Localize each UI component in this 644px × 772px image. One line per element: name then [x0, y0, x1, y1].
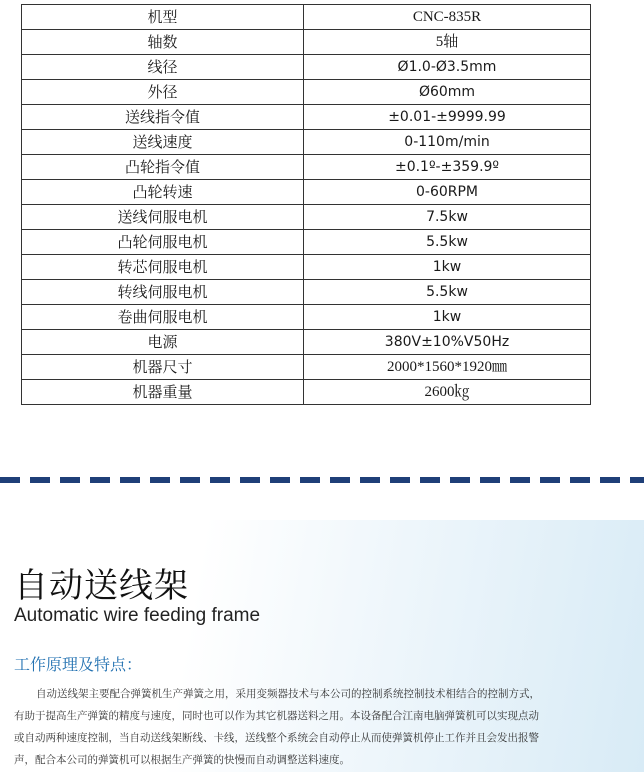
spec-value: 1kw [304, 255, 591, 280]
table-row [22, 5, 591, 30]
spec-value: ±0.1º-±359.9º [304, 155, 591, 180]
spec-label: 电源 [22, 330, 304, 355]
table-row [22, 30, 591, 55]
table-row [22, 330, 591, 355]
table-row [22, 305, 591, 330]
paragraph-line: 声，配合本公司的弹簧机可以根据生产弹簧的快慢而自动调整送料速度。 [14, 754, 350, 766]
table-row [22, 55, 591, 80]
table-row [22, 380, 591, 405]
dashed-divider [0, 477, 644, 483]
spec-label: 凸轮伺服电机 [22, 230, 304, 255]
spec-table [21, 4, 591, 405]
spec-label: 卷曲伺服电机 [22, 305, 304, 330]
spec-value: Ø60mm [304, 80, 591, 105]
paragraph-line: 有助于提高生产弹簧的精度与速度，同时也可以作为其它机器送料之用。本设备配合江南电脑弹簧机可以实现点动 [14, 710, 539, 722]
spec-value: 0-110m/min [304, 130, 591, 155]
spec-value: Ø1.0-Ø3.5mm [304, 55, 591, 80]
spec-value: ±0.01-±9999.99 [304, 105, 591, 130]
spec-value: 5轴 [304, 30, 591, 55]
table-row [22, 355, 591, 380]
table-row [22, 280, 591, 305]
table-row [22, 255, 591, 280]
table-row [22, 130, 591, 155]
paragraph-line: 自动送线架主要配合弹簧机生产弹簧之用，采用变频器技术与本公司的控制系统控制技术相结合的控制方式， [36, 688, 540, 700]
spec-value: 2000*1560*1920㎜ [304, 355, 591, 380]
spec-label: 凸轮指令值 [22, 155, 304, 180]
spec-label: 线径 [22, 55, 304, 80]
spec-label: 机器尺寸 [22, 355, 304, 380]
spec-label: 机器重量 [22, 380, 304, 405]
section-subtitle: Automatic wire feeding frame [14, 605, 261, 626]
spec-value: CNC-835R [304, 5, 591, 30]
spec-label: 转线伺服电机 [22, 280, 304, 305]
spec-value: 5.5kw [304, 230, 591, 255]
table-row [22, 205, 591, 230]
spec-label: 送线速度 [22, 130, 304, 155]
spec-label: 凸轮转速 [22, 180, 304, 205]
table-row [22, 230, 591, 255]
table-row [22, 105, 591, 130]
spec-value: 7.5kw [304, 205, 591, 230]
spec-label: 转芯伺服电机 [22, 255, 304, 280]
spec-label: 机型 [22, 5, 304, 30]
spec-label: 外径 [22, 80, 304, 105]
spec-value: 1kw [304, 305, 591, 330]
table-row [22, 180, 591, 205]
spec-value: 0-60RPM [304, 180, 591, 205]
principle-heading: 工作原理及特点： [14, 655, 143, 674]
spec-label: 送线指令值 [22, 105, 304, 130]
table-row [22, 80, 591, 105]
principle-paragraph [14, 683, 632, 771]
section-title: 自动送线架 [14, 566, 189, 606]
table-row [22, 155, 591, 180]
paragraph-line: 或自动两种速度控制，当自动送线架断线、卡线，送线整个系统会自动停止从而使弹簧机停止工作并且会发出报警 [14, 732, 539, 744]
spec-label: 轴数 [22, 30, 304, 55]
spec-value: 5.5kw [304, 280, 591, 305]
spec-value: 380V±10%V50Hz [304, 330, 591, 355]
spec-label: 送线伺服电机 [22, 205, 304, 230]
spec-value: 2600㎏ [304, 380, 591, 405]
